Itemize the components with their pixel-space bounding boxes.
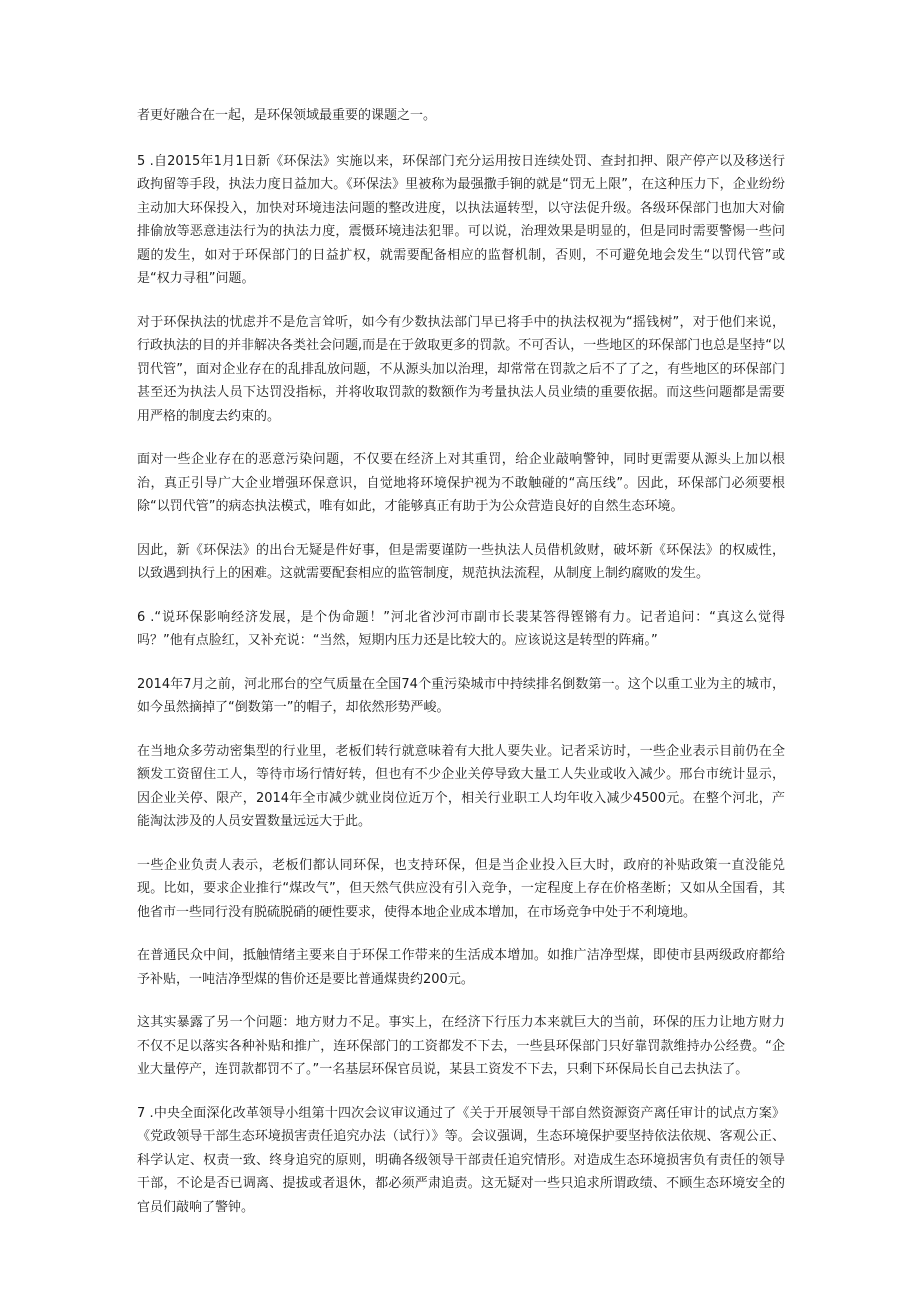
paragraph-enterprise-subsidy: 一些企业负责人表示，老板们都认同环保，也支持环保，但是当企业投入巨大时，政府的补贴政策一直没能兑现。比如，要求企业推行“煤改气”，但天然气供应没有引入竞争，一定程度上存在价格垄断；又如从全国看，其他省市一些同行没有脱硫脱硝的硬性要求，使得本地企业成本增加，在市场竞争中处于不利境地。 — [137, 857, 785, 920]
paragraph-item-6: 6 .“说环保影响经济发展，是个伪命题！”河北省沙河市副市长裴某答得铿锵有力。记者追问：“真这么觉得吗？”他有点脸红，又补充说：“当然，短期内压力还是比较大的。应该说这是转型的阵痛。” — [137, 609, 785, 648]
document-body — [137, 104, 785, 1239]
paragraph-intro-tail: 者更好融合在一起，是环保领域最重要的课题之一。 — [137, 108, 437, 123]
paragraph-public-cost: 在普通民众中间，抵触情绪主要来自于环保工作带来的生活成本增加。如推广洁净型煤，即使市县两级政府都给予补贴，一吨洁净型煤的售价还是要比普通煤贵约200元。 — [137, 948, 785, 987]
paragraph-local-finance: 这其实暴露了另一个问题：地方财力不足。事实上，在经济下行压力本来就巨大的当前，环保的压力让地方财力不仅不足以落实各种补贴和推广，连环保部门的工资都发不下去，一些县环保部门只好靠罚款维持办公经费。“企业大量停产，连罚款都罚不了。”一名基层环保官员说，某县工资发不下去，只剩下环保局长自己去执法了。 — [137, 1015, 785, 1077]
paragraph-item-5: 5 .自2015年1月1日新《环保法》实施以来，环保部门充分运用按日连续处罚、查封扣押、限产停产以及移送行政拘留等手段，执法力度日益加大。《环保法》里被称为最强撒手锏的就是“罚无上限”，在这种压力下，企业纷纷主动加大环保投入，加快对环境违法问题的整改进度，以执法逼转型，以守法促升级。各级环保部门也加大对偷排偷放等恶意违法行为的执法力度，震慑环境违法犯罪。可以说，治理效果是明显的，但是同时需要警惕一些问题的发生，如对于环保部门的日益扩权，就需要配备相应的监督机制，否则，不可避免地会发生“以罚代管”或是“权力寻租”问题。 — [137, 153, 785, 286]
paragraph-malicious-pollution: 面对一些企业存在的恶意污染问题，不仅要在经济上对其重罚，给企业敲响警钟，同时更需要从源头上加以根治，真正引导广大企业增强环保意识，自觉地将环境保护视为不敢触碰的“高压线”。因此，环保部门必须要根除“以罚代管”的病态执法模式，唯有如此，才能够真正有助于为公众营造良好的自然生态环境。 — [137, 452, 785, 514]
paragraph-item-7: 7 .中央全面深化改革领导小组第十四次会议审议通过了《关于开展领导干部自然资源资产离任审计的试点方案》《党政领导干部生态环境损害责任追究办法（试行）》等。会议强调，生态环境保护要坚持依法依规、客观公正、科学认定、权责一致、终身追究的原则，明确各级领导干部责任追究情形。对造成生态环境损害负有责任的领导干部，不论是否已调离、提拔或者退休，都必须严肃追责。这无疑对一些只追求所谓政绩、不顾生态环境安全的官员们敲响了警钟。 — [137, 1105, 785, 1215]
paragraph-new-law-conclusion: 因此，新《环保法》的出台无疑是件好事，但是需要谨防一些执法人员借机敛财，破坏新《环保法》的权威性，以致遇到执行上的困难。这就需要配套相应的监管制度，规范执法流程，从制度上制约腐败的发生。 — [137, 542, 785, 581]
paragraph-enforcement-concern: 对于环保执法的忧虑并不是危言耸听，如今有少数执法部门早已将手中的执法权视为“摇钱树”，对于他们来说，行政执法的目的并非解决各类社会问题,而是在于敛取更多的罚款。不可否认，一些地区的环保部门也总是坚持“以罚代管”，面对企业存在的乱排乱放问题，不从源头加以治理，却常常在罚款之后不了了之，有些地区的环保部门甚至还为执法人员下达罚没指标，并将收取罚款的数额作为考量执法人员业绩的重要依据。而这些问题都是需要用严格的制度去约束的。 — [137, 314, 785, 424]
paragraph-labor-unemployment: 在当地众多劳动密集型的行业里，老板们转行就意味着有大批人要失业。记者采访时，一些企业表示目前仍在全额发工资留住工人，等待市场行情好转，但也有不少企业关停导致大量工人失业或收入减少。邢台市统计显示，因企业关停、限产，2014年全市减少就业岗位近万个，相关行业职工人均年收入减少4500元。在整个河北，产能淘汰涉及的人员安置数量远远大于此。 — [137, 743, 785, 829]
paragraph-xingtai-air: 2014年7月之前，河北邢台的空气质量在全国74个重污染城市中持续排名倒数第一。这个以重工业为主的城市，如今虽然摘掉了“倒数第一”的帽子，却依然形势严峻。 — [137, 676, 785, 715]
